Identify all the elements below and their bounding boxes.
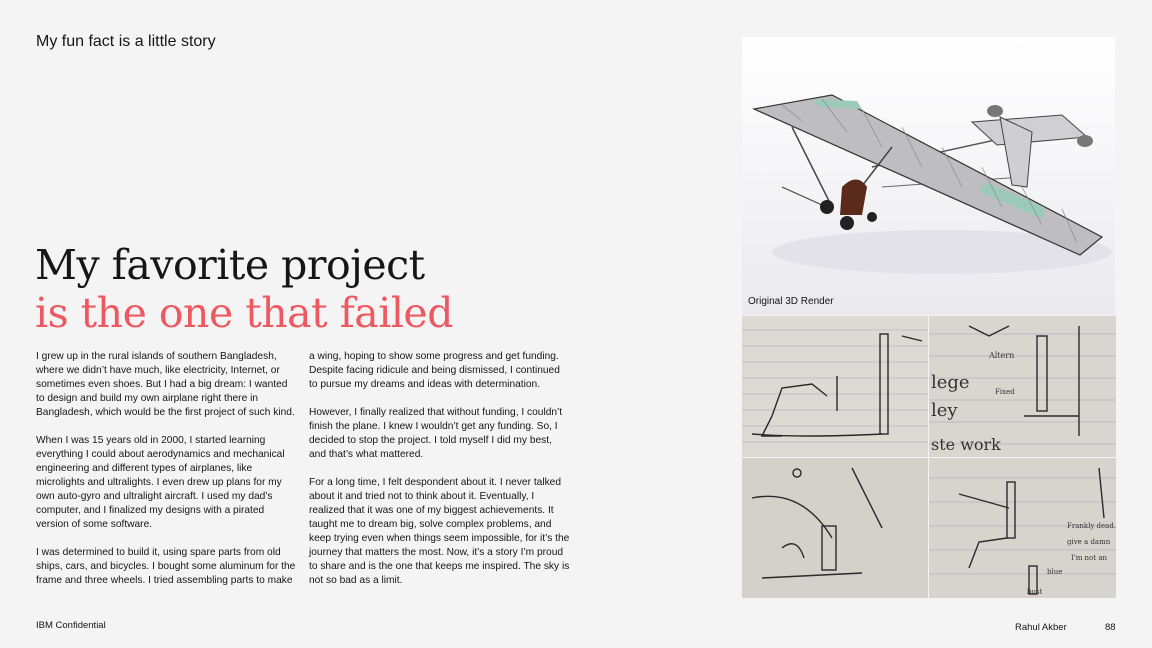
headline-line-2: is the one that failed <box>35 289 453 337</box>
airplane-render-image <box>742 37 1115 315</box>
body-column-2 <box>309 350 571 602</box>
render-caption: Original 3D Render <box>748 296 834 307</box>
airplane-3d-render <box>742 37 1115 315</box>
headline-line-1: My favorite project <box>35 241 425 289</box>
paragraph: However, I finally realized that without funding, I couldn’t finish the plane. I knew I wouldn’t get any funding. So, I decided to stop the project. I told myself I did my best, and that’s what mattered. <box>309 407 563 460</box>
footer-confidential: IBM Confidential <box>36 620 106 631</box>
body-column-1 <box>36 350 298 602</box>
sketch-word: ley <box>931 400 958 421</box>
paragraph: For a long time, I felt despondent about it. I never talked about it and tried not to think about it. Eventually, I realized that it was one of my biggest achievements. It taught me to dream big, solve complex problems, and keep trying even when things seem impossible, for it’s the journey that matters the most. Now, it’s a story I’m proud to share and is the one that keeps me inspired. The sky is not so bad as a limit. <box>309 477 570 586</box>
sketch-drawing-3 <box>742 458 928 598</box>
sketch-word: I'm not an <box>1071 554 1107 562</box>
sketch-drawing-4 <box>929 458 1116 598</box>
paragraph: I grew up in the rural islands of southern Bangladesh, where we didn’t have much, like electricity, Internet, or sometimes even shoes. But I had a big dream: I wanted to design and build my own airplane right there in Bangladesh, which would be the first project of such kind. <box>36 351 295 418</box>
kicker: My fun fact is a little story <box>36 33 216 50</box>
sketch-drawing-1 <box>742 316 928 457</box>
sketch-word: ste work <box>931 435 1001 454</box>
sketch-word: lege <box>931 372 970 393</box>
page-number: 88 <box>1105 622 1116 633</box>
sketch-drawing-2 <box>929 316 1116 457</box>
sketch-photo-3 <box>742 458 928 598</box>
sketch-word: Frankly dead. <box>1067 522 1116 530</box>
paragraph: When I was 15 years old in 2000, I started learning everything I could about aerodynamics and mechanical engineering and different types of airplanes, like microlights and ultralights. I even drew up plans for my own auto-gyro and ultralight aircraft. I used my dad’s computer, and I finalized my designs with a pirated version of some software. <box>36 435 285 530</box>
paragraph: a wing, hoping to show some progress and get funding. Despite facing ridicule and being dismissed, I continued to pursue my dreams and ideas with determination. <box>309 351 560 390</box>
sketch-photo-1 <box>742 316 928 457</box>
sketch-word: bust <box>1027 588 1043 596</box>
sketch-word: Altern <box>989 351 1015 360</box>
page-headline <box>35 241 453 337</box>
paragraph: I was determined to build it, using spare parts from old ships, cars, and bicycles. I bought some aluminum for the frame and three wheels. I tried assembling parts to make <box>36 547 296 586</box>
sketch-word: blue <box>1047 568 1063 576</box>
sketch-word: give a damn <box>1067 538 1111 546</box>
sketch-photo-2 <box>929 316 1116 457</box>
footer-author-name: Rahul Akber <box>1015 622 1067 633</box>
sketch-photo-4 <box>929 458 1116 598</box>
sketch-word: Fixed <box>995 388 1015 396</box>
